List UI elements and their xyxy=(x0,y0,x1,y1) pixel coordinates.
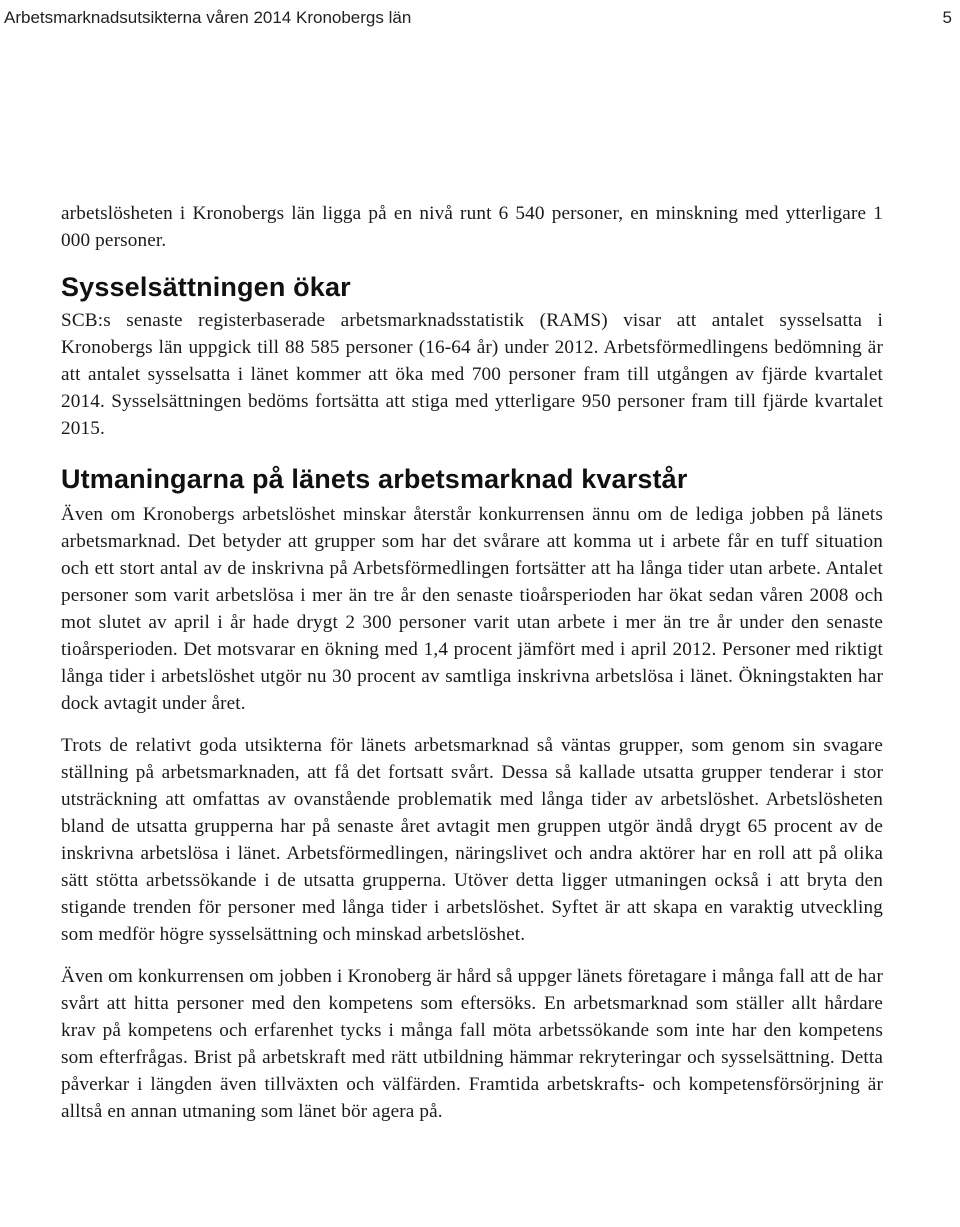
paragraph-sysselsattning: SCB:s senaste registerbaserade arbetsmarknadsstatistik (RAMS) visar att antalet sysselsatta i Kronobergs län uppgick till 88 585 personer (16-64 år) under 2012. Arbetsförmedlingens bedömning är att antalet sysselsatta i länet kommer att öka med 700 personer fram till utgången av fjärde kvartalet 2014. Sysselsättningen bedöms fortsätta att stiga med ytterligare 950 personer fram till fjärde kvartalet 2015. xyxy=(61,310,883,439)
section-heading-sysselsattning: Sysselsättningen ökar xyxy=(61,272,351,302)
intro-paragraph: arbetslösheten i Kronobergs län ligga på en nivå runt 6 540 personer, en minskning med ytterligare 1 000 personer. xyxy=(61,203,883,251)
paragraph-utmaningar-2: Trots de relativt goda utsikterna för länets arbetsmarknad så väntas grupper, som genom sin svagare ställning på arbetsmarknaden, att få det fortsatt svårt. Dessa så kallade utsatta grupper tenderar i stor utsträckning att omfattas av ovanstående problematik med långa tider av arbetslöshet. Arbetslösheten bland de utsatta grupperna har på senaste året avtagit men gruppen utgör ändå drygt 65 procent av de inskrivna arbetslösa i länet. Arbetsförmedlingen, näringslivet och andra aktörer har en roll att på olika sätt stötta arbetssökande i de utsatta grupperna. Utöver detta ligger utmaningen också i att bryta den stigande trenden för personer med långa tider i arbetslöshet. Syftet är att skapa en varaktig utveckling som medför högre sysselsättning och minskad arbetslöshet. xyxy=(61,735,883,945)
document-body xyxy=(61,200,883,1125)
page-number: 5 xyxy=(942,8,952,27)
paragraph-utmaningar-3: Även om konkurrensen om jobben i Kronoberg är hård så uppger länets företagare i många fall att de har svårt att hitta personer med den kompetens som eftersöks. En arbetsmarknad som ställer allt hårdare krav på kompetens och erfarenhet tycks i många fall möta arbetssökande som inte har den kompetens som efterfrågas. Brist på arbetskraft med rätt utbildning hämmar rekryteringar och sysselsättning. Detta påverkar i längden även tillväxten och välfärden. Framtida arbetskrafts- och kompetensförsörjning är alltså en annan utmaning som länet bör agera på. xyxy=(61,966,883,1122)
section-heading-utmaningar: Utmaningarna på länets arbetsmarknad kvarstår xyxy=(61,464,688,494)
document-title: Arbetsmarknadsutsikterna våren 2014 Kronobergs län xyxy=(4,8,412,27)
running-header xyxy=(4,8,952,32)
paragraph-utmaningar-1: Även om Kronobergs arbetslöshet minskar återstår konkurrensen ännu om de lediga jobben på länets arbetsmarknad. Det betyder att grupper som har det svårare att komma ut i arbete får en tuff situation och ett stort antal av de inskrivna på Arbetsförmedlingen fortsätter att ha långa tider utan arbete. Antalet personer som varit arbetslösa i mer än tre år den senaste tioårsperioden har ökat sedan våren 2008 och mot slutet av april i år hade drygt 2 300 personer varit utan arbete i mer än tre år under den senaste tioårsperioden. Det motsvarar en ökning med 1,4 procent jämfört med i april 2012. Personer med riktigt långa tider i arbetslöshet utgör nu 30 procent av samtliga inskrivna arbetslösa i länet. Ökningstakten har dock avtagit under året. xyxy=(61,504,883,714)
